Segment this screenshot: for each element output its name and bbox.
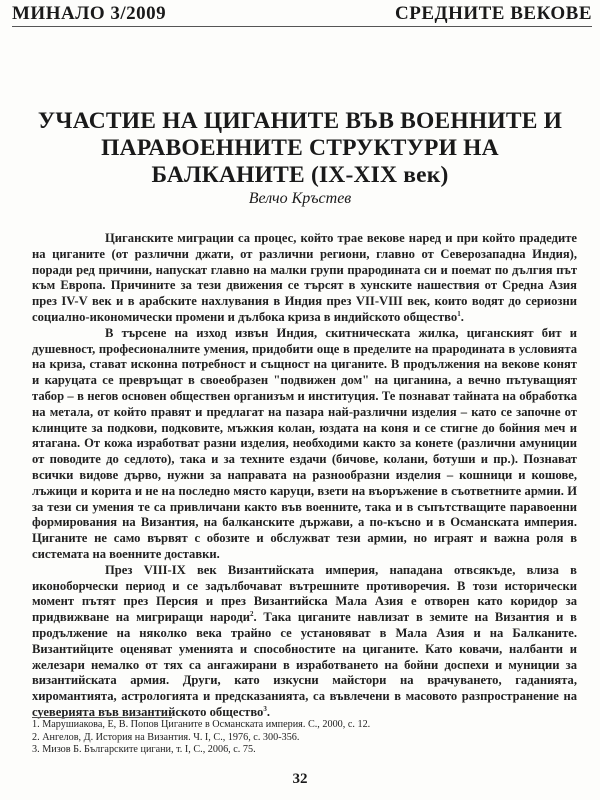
paragraph-3-middle: . Така циганите навлизат в земите на Византия и в продължение на няколко века трайно се установяват в Мала Азия и на Балканите. Византийците оценяват уменията и способностите на циганите. Като ковачи, налбанти и железари немалко от тях са ангажирани в изработването на бойни доспехи и муниции за византийската армия. Други, като изкусни майстори на врачуването, гаданията, хиромантията, астрологията и предсказанията, са въвлечени в масовото разпространение на суеверията във византийското общество: [32, 610, 577, 719]
paragraph-1-text: Циганските миграции са процес, който трае векове наред и при който прадедите на циганите (от различни джати, от различни региони, главно от Северозападна Индия), поради ред причини, напускат главно на малки групи прародината си и поемат по дългия път към Европа. Причините за тези движения се търсят в хунските нашествия от Средна Азия през IV-V век и в арабските нахлувания в Индия през VII-VIII век, които водят до сериозни социално-икономически промени и дълбока криза в индийското общество: [32, 231, 577, 324]
footnote-3: 3. Мизов Б. Българските цигани, т. I, С., 2006, с. 75.: [32, 744, 256, 756]
footnote-divider: [32, 717, 172, 718]
footnote-ref-3: 3: [263, 704, 267, 713]
article-body: [32, 231, 577, 721]
paragraph-2: [32, 326, 577, 563]
page-number: 32: [292, 771, 308, 787]
running-header: [12, 0, 592, 27]
paragraph-2-text: В търсене на изход извън Индия, скитническата жилка, циганският бит и душевност, професионалните умения, придобити още в пределите на прародината в условията на криза, стават исконна потребност и същност на циганите. В продължения на векове конят и каруцата се превръщат в своеобразен "подвижен дом" на циганина, а вечно пътуващият табор – в негов основен обществен организъм и институция. Те познават тайната на обработка на метала, от който правят и предлагат на пазара най-различни изделия – като се започне от клинците за подкови, подковите, мъжкия колан, юздата на коня и се стигне до бойния меч и ятагана. От кожа изработват разни изделия, необходими както за конете (различни амуниции от поводите до седлото), така и за техните ездачи (бичове, колани, ботуши и пр.). Познават всички видове дърво, нужни за направата на разнообразни изделия – кошници и кошове, лъжици и корита и не на последно място каруци, взети на въоръжение в съответните армии. И за тези си умения те са привличани както във военните, така и в съпътстващите паравоенни формирования на Византия, на балканските държави, а по-късно и в Османската империя. Циганите не само вървят с обозите и обслужват тези армии, но играят и важна роля в системата на военните доставки.: [32, 325, 577, 561]
footnote-2: 2. Ангелов, Д. История на Византия. Ч. I, С., 1976, с. 300-356.: [32, 731, 300, 743]
paragraph-3-tail: .: [266, 704, 271, 719]
article-title-line-1: УЧАСТИЕ НА ЦИГАНИТЕ ВЪВ ВОЕННИТЕ И: [37, 108, 563, 134]
paragraph-1: [32, 231, 577, 326]
article-title-block: [0, 108, 600, 209]
paragraph-1-tail: .: [460, 309, 464, 324]
section-title: СРЕДНИТЕ ВЕКОВЕ: [395, 3, 592, 24]
footnote-1: 1. Марушиакова, Е, В. Попов Циганите в Османската империя. С., 2000, с. 12.: [32, 719, 371, 730]
paragraph-3-text: През VIII-IX век Византийската империя, нападана отвсякъде, влиза в иконоборчески период и се задълбочават вътрешните противоречия. В този исторически момент пътят през Персия и през Византийска Мала Азия е отворен като коридор за придвижване на мигриращи народи: [32, 562, 577, 625]
footnotes: [32, 719, 370, 757]
article-author: Велчо Кръстев: [248, 190, 352, 207]
footnote-ref-2: 2: [249, 609, 254, 618]
article-title-line-3: БАЛКАНИТЕ (IX-XIX век): [151, 162, 449, 188]
article-title-line-2: ПАРАВОЕННИТЕ СТРУКТУРИ НА: [101, 135, 499, 161]
footnote-ref-1: 1: [457, 309, 461, 318]
paragraph-3: [32, 563, 577, 721]
journal-issue: МИНАЛО 3/2009: [12, 3, 167, 24]
